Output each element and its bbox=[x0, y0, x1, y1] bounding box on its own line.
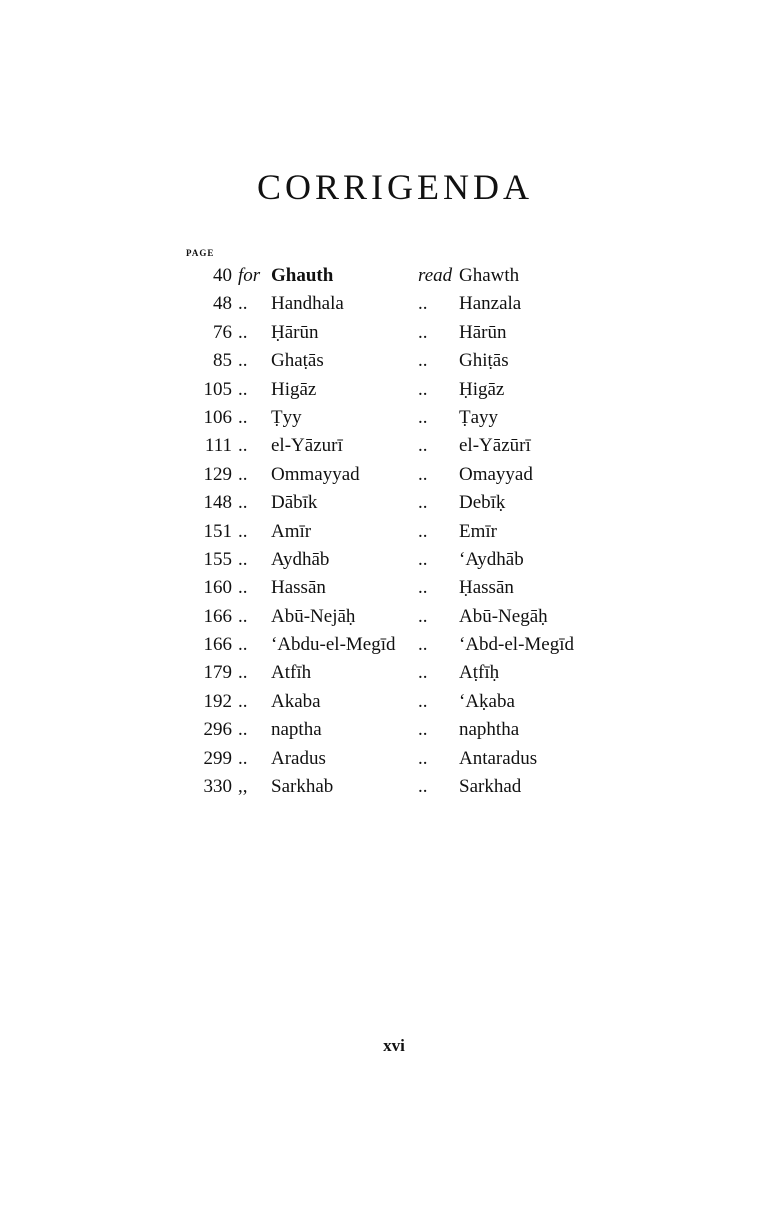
page-number-cell: 192 bbox=[203, 690, 232, 712]
correct-reading: ʻAbd-el-Megīd bbox=[459, 634, 575, 656]
page-column-label: PAGE bbox=[186, 248, 215, 258]
incorrect-reading: Ghaṭās bbox=[271, 350, 324, 372]
read-marker: .. bbox=[418, 747, 428, 769]
correct-reading: naphtha bbox=[459, 719, 520, 741]
incorrect-reading: Sarkhab bbox=[271, 776, 334, 798]
corrigendum-row bbox=[0, 404, 780, 432]
read-marker: .. bbox=[418, 662, 428, 684]
page-number-cell: 299 bbox=[203, 747, 232, 769]
page-number-cell: 76 bbox=[213, 321, 232, 343]
read-marker: read bbox=[418, 265, 453, 286]
for-marker: .. bbox=[238, 719, 248, 741]
read-marker: .. bbox=[418, 690, 428, 712]
corrigendum-row bbox=[0, 432, 780, 460]
incorrect-reading: Atfīh bbox=[271, 662, 312, 684]
page-number-cell: 160 bbox=[203, 577, 232, 599]
page-number-cell: 129 bbox=[203, 463, 232, 485]
corrigendum-row bbox=[0, 688, 780, 716]
correct-reading: Abū-Negāḥ bbox=[459, 605, 548, 627]
corrigendum-row bbox=[0, 376, 780, 404]
correct-reading: Hārūn bbox=[459, 321, 507, 343]
corrigendum-row bbox=[0, 489, 780, 517]
for-marker: .. bbox=[238, 321, 248, 343]
for-marker: .. bbox=[238, 577, 248, 599]
read-marker: .. bbox=[418, 520, 428, 542]
corrigendum-row bbox=[0, 773, 780, 801]
corrigendum-row bbox=[0, 461, 780, 489]
for-marker: ,, bbox=[238, 776, 248, 798]
incorrect-reading: Higāz bbox=[271, 378, 317, 400]
incorrect-reading: Amīr bbox=[271, 520, 312, 542]
correct-reading: Ḥigāz bbox=[459, 378, 505, 400]
page-number-cell: 48 bbox=[213, 293, 232, 315]
corrigendum-row bbox=[0, 290, 780, 318]
page-number-cell: 105 bbox=[203, 378, 232, 400]
corrigendum-row bbox=[0, 518, 780, 546]
read-marker: .. bbox=[418, 492, 428, 514]
page-number-cell: 151 bbox=[203, 520, 232, 542]
for-marker: .. bbox=[238, 350, 248, 372]
corrigendum-row bbox=[0, 347, 780, 375]
for-marker: .. bbox=[238, 662, 248, 684]
incorrect-reading: Akaba bbox=[271, 690, 321, 712]
incorrect-reading: Aradus bbox=[271, 747, 326, 769]
incorrect-reading: Ḥārūn bbox=[271, 321, 319, 343]
correct-reading: ʻAḳaba bbox=[459, 690, 515, 712]
correct-reading: Ṭayy bbox=[459, 406, 499, 428]
read-marker: .. bbox=[418, 634, 428, 656]
read-marker: .. bbox=[418, 406, 428, 428]
incorrect-reading: Hassān bbox=[271, 577, 326, 599]
corrigendum-row bbox=[0, 603, 780, 631]
read-marker: .. bbox=[418, 577, 428, 599]
correct-reading: Emīr bbox=[459, 520, 497, 542]
incorrect-reading: el-Yāzurī bbox=[271, 435, 343, 457]
page-title: CORRIGENDA bbox=[256, 167, 533, 207]
for-marker: .. bbox=[238, 463, 248, 485]
correct-reading: Antaradus bbox=[459, 747, 538, 769]
incorrect-reading: Ommayyad bbox=[271, 463, 360, 485]
page-number-cell: 106 bbox=[203, 406, 232, 428]
page-number-cell: 85 bbox=[213, 350, 232, 372]
for-marker: .. bbox=[238, 690, 248, 712]
corrigendum-row bbox=[0, 546, 780, 574]
for-marker: .. bbox=[238, 492, 248, 514]
read-marker: .. bbox=[418, 293, 428, 315]
for-marker: .. bbox=[238, 435, 248, 457]
read-marker: .. bbox=[418, 378, 428, 400]
corrigendum-row bbox=[0, 745, 780, 773]
read-marker: .. bbox=[418, 776, 428, 798]
incorrect-reading: Ṭyy bbox=[271, 406, 302, 428]
for-marker: .. bbox=[238, 634, 248, 656]
page-number-cell: 296 bbox=[203, 719, 232, 741]
page-number-cell: 166 bbox=[203, 634, 232, 656]
for-marker: .. bbox=[238, 747, 248, 769]
correct-reading: Ghawth bbox=[459, 265, 520, 286]
for-marker: for bbox=[238, 265, 261, 286]
for-marker: .. bbox=[238, 406, 248, 428]
corrigendum-row bbox=[0, 262, 780, 290]
correct-reading: Debīḳ bbox=[459, 492, 506, 514]
page-number-cell: 179 bbox=[203, 662, 232, 684]
incorrect-reading: ʻAbdu-el-Megīd bbox=[271, 634, 396, 656]
page-number-cell: 40 bbox=[213, 265, 232, 286]
correct-reading: Hanzala bbox=[459, 293, 522, 315]
incorrect-reading: Abū-Nejāḥ bbox=[271, 605, 356, 627]
read-marker: .. bbox=[418, 548, 428, 570]
correct-reading: Sarkhad bbox=[459, 776, 522, 798]
page-number-cell: 148 bbox=[203, 492, 232, 514]
corrigenda-list bbox=[0, 262, 780, 801]
for-marker: .. bbox=[238, 378, 248, 400]
correct-reading: Ḥassān bbox=[459, 577, 514, 599]
for-marker: .. bbox=[238, 605, 248, 627]
corrigendum-row bbox=[0, 659, 780, 687]
for-marker: .. bbox=[238, 520, 248, 542]
read-marker: .. bbox=[418, 350, 428, 372]
incorrect-reading: Aydhāb bbox=[271, 548, 330, 570]
page-number-cell: 111 bbox=[204, 435, 232, 457]
incorrect-reading: naptha bbox=[271, 719, 322, 741]
incorrect-reading: Handhala bbox=[271, 293, 344, 315]
corrigendum-row bbox=[0, 631, 780, 659]
read-marker: .. bbox=[418, 605, 428, 627]
page-number-cell: 166 bbox=[203, 605, 232, 627]
incorrect-reading: Ghauth bbox=[271, 265, 334, 286]
corrigendum-row bbox=[0, 319, 780, 347]
read-marker: .. bbox=[418, 719, 428, 741]
corrigendum-row bbox=[0, 574, 780, 602]
read-marker: .. bbox=[418, 321, 428, 343]
read-marker: .. bbox=[418, 463, 428, 485]
for-marker: .. bbox=[238, 548, 248, 570]
incorrect-reading: Dābīk bbox=[271, 492, 318, 514]
read-marker: .. bbox=[418, 435, 428, 457]
page-number-cell: 330 bbox=[203, 776, 232, 798]
correct-reading: el-Yāzūrī bbox=[459, 435, 531, 457]
correct-reading: Omayyad bbox=[459, 463, 533, 485]
for-marker: .. bbox=[238, 293, 248, 315]
page-number: xvi bbox=[383, 1036, 405, 1055]
corrigendum-row bbox=[0, 716, 780, 744]
page-number-cell: 155 bbox=[203, 548, 232, 570]
correct-reading: Ghiṭās bbox=[459, 350, 509, 372]
correct-reading: ʻAydhāb bbox=[459, 548, 524, 570]
correct-reading: Aṭfīḥ bbox=[459, 662, 500, 684]
